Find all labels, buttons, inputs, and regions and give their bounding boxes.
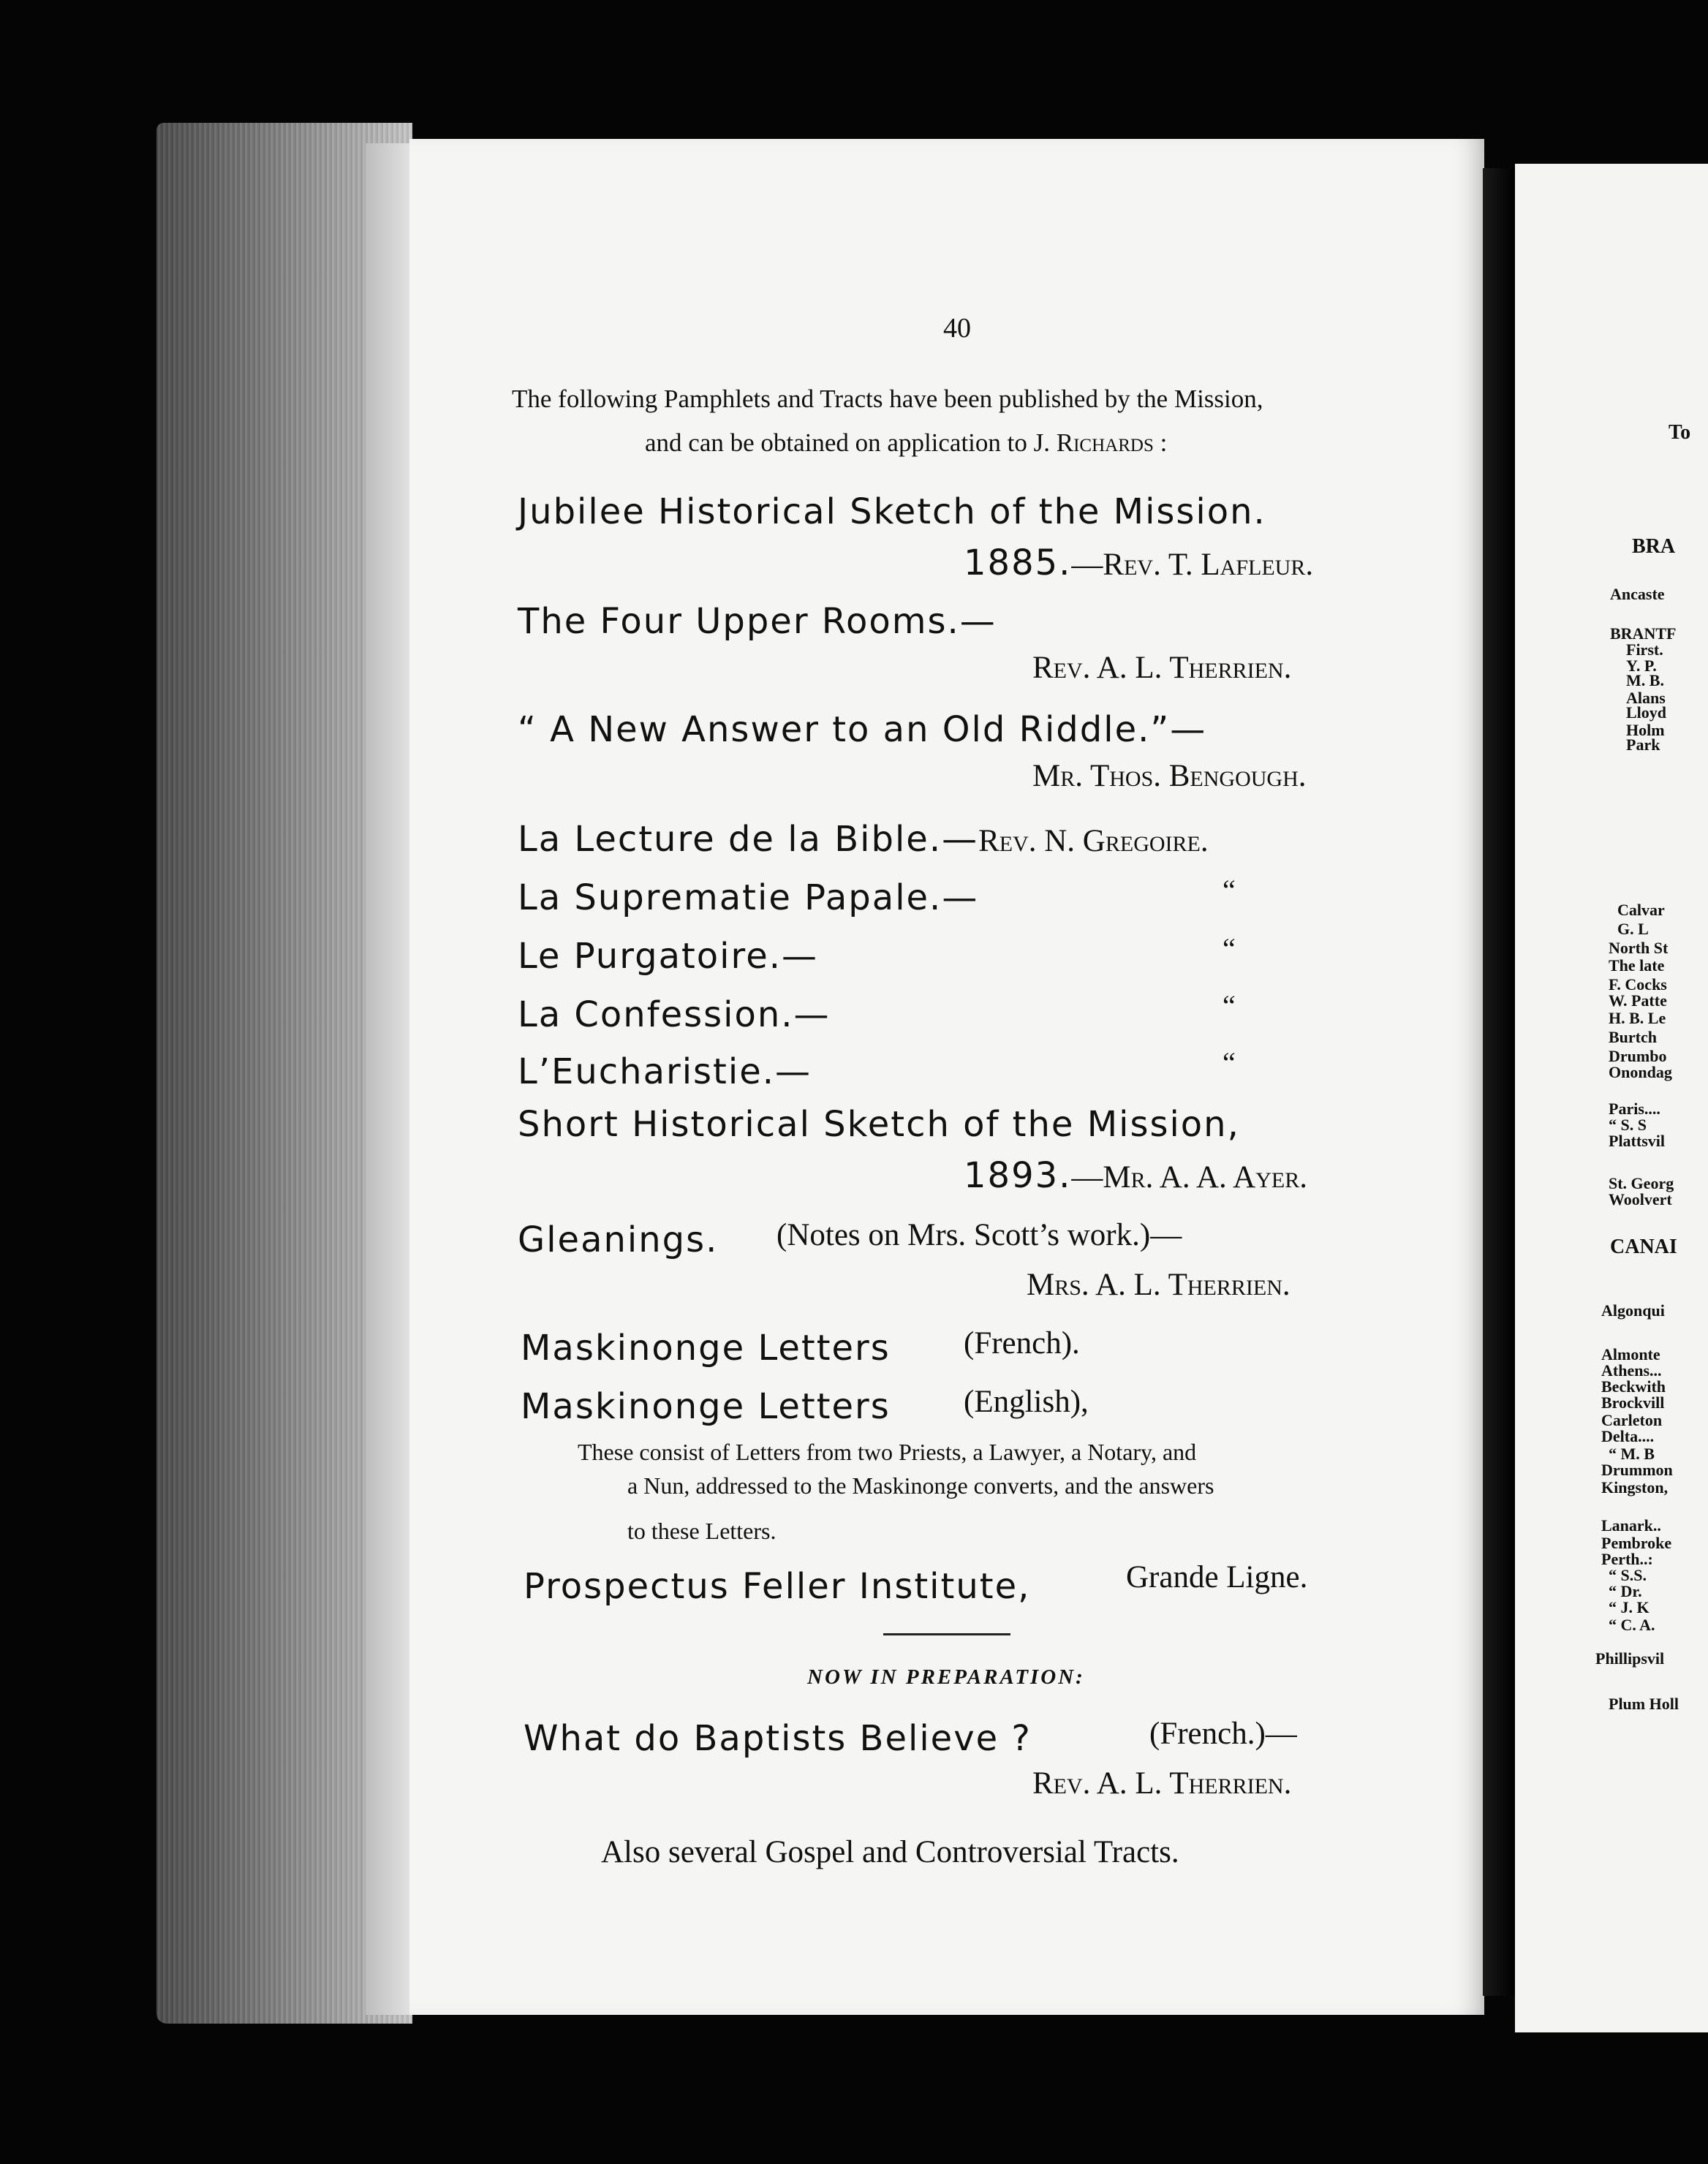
maskinonge-note-line-1: These consist of Letters from two Priests, a Lawyer, a Notary, and: [578, 1439, 1197, 1465]
entry-upper-rooms-author: Rev. A. L. Therrien.: [1032, 651, 1292, 685]
right-page-fragment: Brockvill: [1601, 1393, 1665, 1412]
right-page-fragment: W. Patte: [1609, 991, 1667, 1010]
right-page-fragment: To: [1669, 421, 1691, 444]
right-page-fragment: Woolvert: [1609, 1190, 1672, 1208]
right-page-fragment: Perth..:: [1601, 1550, 1653, 1568]
maskinonge-note-line-3: to these Letters.: [627, 1518, 776, 1544]
right-page-fragment: BRA: [1632, 535, 1676, 558]
right-page-fragment: Park: [1626, 735, 1660, 754]
entry-suprematie-title: La Suprematie Papale.—: [518, 877, 979, 918]
right-page-fragment: Ancaste: [1610, 585, 1665, 603]
entry-gleanings-author: Mrs. A. L. Therrien.: [1027, 1268, 1291, 1302]
right-page-fragment: Carleton: [1601, 1411, 1663, 1429]
preparation-lang: (French.)—: [1149, 1717, 1297, 1751]
right-page-fragment: Drummon: [1601, 1461, 1673, 1479]
right-page-fragment: G. L: [1617, 920, 1649, 938]
entry-short-sketch-author: [964, 1155, 1307, 1196]
entry-new-answer-title: “ A New Answer to an Old Riddle.”—: [518, 709, 1207, 750]
right-page-fragment: “ S.S.: [1609, 1566, 1647, 1584]
maskinonge-note-line-2: a Nun, addressed to the Maskinonge converts, and the answers: [627, 1472, 1214, 1499]
preparation-heading: NOW IN PREPARATION:: [807, 1665, 1085, 1689]
right-page-fragment: “ M. B: [1609, 1445, 1655, 1463]
styled-prefix: La Lecture de la Bible.—: [518, 819, 979, 860]
right-page-fragment: “ J. K: [1609, 1598, 1650, 1616]
right-page-fragment: Burtch: [1609, 1028, 1657, 1046]
right-page-fragment: Onondag: [1609, 1063, 1672, 1081]
book-gutter: [1483, 168, 1515, 1996]
ditto-mark: “: [1223, 989, 1236, 1022]
right-page-fragment: Algonqui: [1601, 1301, 1665, 1320]
entry-gleanings-title: Gleanings.: [518, 1219, 719, 1260]
right-page-fragment: CANAI: [1610, 1236, 1677, 1258]
page-edge-highlight: [366, 143, 412, 2015]
ditto-mark: “: [1223, 874, 1236, 907]
right-page-fragment: Plattsvil: [1609, 1132, 1665, 1150]
right-page-fragment: Beckwith: [1601, 1377, 1666, 1396]
entry-purgatoire-title: Le Purgatoire.—: [518, 936, 818, 977]
entry-new-answer-author: Mr. Thos. Bengough.: [1032, 759, 1307, 793]
right-page-fragment: “ C. A.: [1609, 1616, 1655, 1634]
right-page-fragment: Alans: [1626, 689, 1666, 707]
right-page-fragment: St. Georg: [1609, 1174, 1674, 1192]
right-page-fragment: Delta....: [1601, 1427, 1655, 1445]
intro-line-1: The following Pamphlets and Tracts have been published by the Mission,: [512, 385, 1263, 413]
entry-maskinonge-french-title: Maskinonge Letters: [521, 1328, 891, 1369]
right-page-fragment: M. B.: [1626, 671, 1664, 689]
entry-jubilee-author: [964, 542, 1314, 583]
intro-text: and can be obtained on application to J.: [645, 428, 1057, 457]
right-page-fragment: Pembroke: [1601, 1534, 1672, 1552]
entry-prospectus-title: Prospectus Feller Institute,: [524, 1566, 1031, 1607]
right-page-fragment: “ S. S: [1609, 1116, 1647, 1134]
intro-text: :: [1153, 428, 1168, 457]
right-page-fragment: Y. P.: [1626, 657, 1657, 675]
right-page-fragment: H. B. Le: [1609, 1009, 1666, 1027]
entry-jubilee-title: Jubilee Historical Sketch of the Mission.: [518, 491, 1266, 532]
intro-line-2-text: [645, 428, 1167, 457]
right-page-fragment: Athens...: [1601, 1361, 1662, 1380]
entry-upper-rooms-title: The Four Upper Rooms.—: [518, 601, 997, 642]
styled-suffix: Rev. N. Gregoire.: [978, 824, 1209, 858]
styled-suffix: —Mr. A. A. Ayer.: [1071, 1160, 1307, 1195]
right-page-fragment: First.: [1626, 640, 1663, 659]
entry-maskinonge-english-lang: (English),: [964, 1385, 1089, 1419]
intro-name: Richards: [1056, 428, 1154, 457]
entry-prospectus-place: Grande Ligne.: [1126, 1560, 1308, 1594]
right-page-fragment: Lanark..: [1601, 1516, 1661, 1535]
entry-lecture-bible: [518, 819, 1209, 860]
right-page-fragment: Lloyd: [1626, 703, 1667, 722]
right-page-fragment: The late: [1609, 956, 1665, 975]
entry-maskinonge-english-title: Maskinonge Letters: [521, 1386, 891, 1427]
styled-suffix: —Rev. T. Lafleur.: [1071, 548, 1314, 582]
entry-maskinonge-french-lang: (French).: [964, 1326, 1080, 1361]
entry-short-sketch-title: Short Historical Sketch of the Mission,: [518, 1104, 1240, 1145]
ditto-mark: “: [1223, 1046, 1236, 1079]
right-page-fragment: Paris....: [1609, 1100, 1660, 1118]
section-divider: [883, 1633, 1010, 1635]
footer-note: Also several Gospel and Controversial Tracts.: [601, 1835, 1179, 1869]
right-page-fragment: Phillipsvil: [1595, 1649, 1665, 1668]
right-page-fragment: Almonte: [1601, 1345, 1660, 1363]
styled-prefix: 1885.: [964, 542, 1072, 583]
page-number: 40: [943, 313, 971, 344]
right-page-fragment: Calvar: [1617, 901, 1665, 919]
right-page-fragment: “ Dr.: [1609, 1582, 1642, 1600]
styled-prefix: 1893.: [964, 1155, 1072, 1196]
right-page-fragment: Kingston,: [1601, 1478, 1669, 1497]
right-page-fragment: F. Cocks: [1609, 975, 1667, 994]
preparation-title: What do Baptists Believe ?: [524, 1718, 1032, 1759]
right-page-fragment: Drumbo: [1609, 1047, 1667, 1065]
right-page-fragment: Plum Holl: [1609, 1695, 1679, 1713]
right-page: [1515, 164, 1708, 2032]
preparation-author: Rev. A. L. Therrien.: [1032, 1766, 1292, 1801]
entry-gleanings-note: (Notes on Mrs. Scott’s work.)—: [776, 1218, 1182, 1252]
right-page-fragment: North St: [1609, 939, 1669, 957]
right-page-fragment: Holm: [1626, 721, 1665, 739]
entry-eucharistie-title: L’Eucharistie.—: [518, 1051, 812, 1092]
entry-confession-title: La Confession.—: [518, 994, 831, 1035]
ditto-mark: “: [1223, 932, 1236, 965]
right-page-fragment: BRANTF: [1610, 624, 1677, 643]
intro-line-2: [645, 430, 1167, 455]
